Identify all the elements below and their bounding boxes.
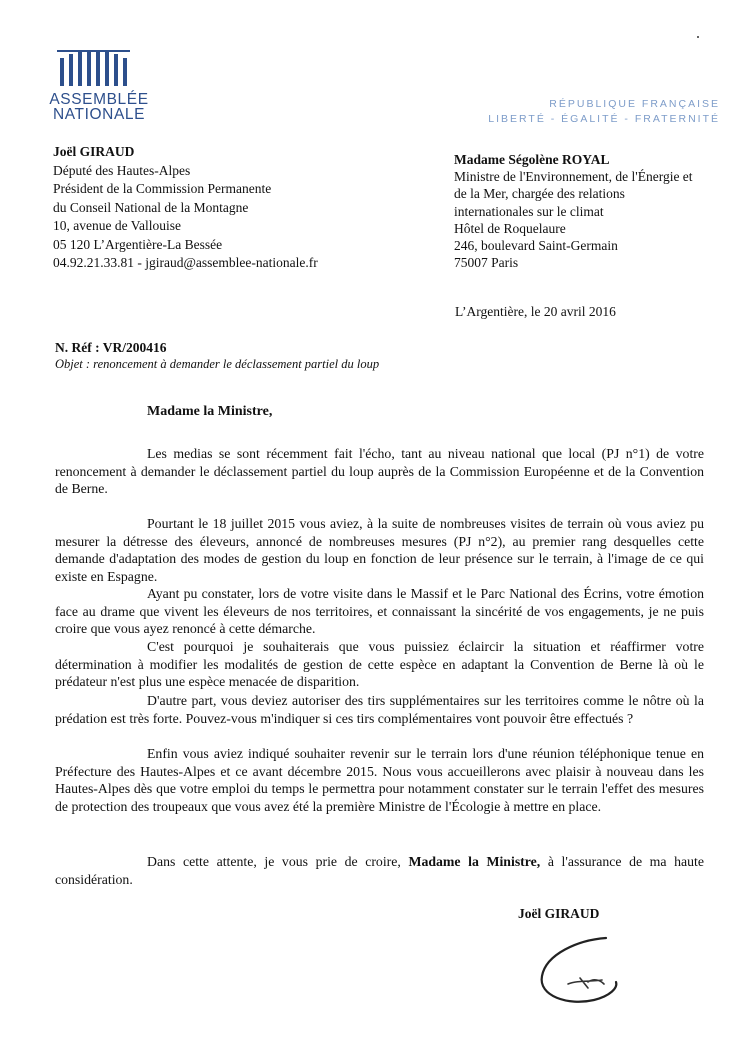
body-paragraph: Ayant pu constater, lors de votre visite dans le Massif et le Parc National des Écrins, votre émotion face au drame que vivent les éleveurs de nos territoires, et connaissant la sincérité de vos engagements, je ne puis croire que vous ayez renoncé à cette démarche.: [55, 586, 704, 636]
recipient-block: [454, 151, 744, 271]
sender-line: du Conseil National de la Montagne: [53, 199, 249, 215]
closing-paragraph: [55, 853, 704, 888]
devise-label: LIBERTÉ - ÉGALITÉ - FRATERNITÉ: [488, 113, 720, 125]
recipient-line: 246, boulevard Saint-Germain: [454, 238, 618, 254]
sender-name: Joël GIRAUD: [53, 144, 135, 159]
recipient-line: Hôtel de Roquelaure: [454, 220, 566, 236]
body-paragraph: Les medias se sont récemment fait l'écho, tant au niveau national que local (PJ n°1) de votre renoncement à demander le déclassement partiel du loup auprès de la Commission Européenne et de la Convention de Berne.: [55, 446, 704, 496]
closing-text-before: Dans cette attente, je vous prie de croire,: [147, 854, 401, 869]
sender-line: 04.92.21.33.81 - jgiraud@assemblee-nationale.fr: [53, 255, 318, 270]
sender-line: Député des Hautes-Alpes: [53, 162, 191, 178]
recipient-line: 75007 Paris: [454, 255, 519, 271]
recipient-name: Madame Ségolène ROYAL: [454, 152, 610, 167]
recipient-line: internationales sur le climat: [454, 203, 604, 219]
sender-line: Président de la Commission Permanente: [53, 181, 272, 196]
recipient-line: Ministre de l'Environnement, de l'Énergie et: [454, 169, 693, 185]
letter-subject: Objet : renoncement à demander le déclassement partiel du loup: [55, 357, 380, 371]
letter-date: L’Argentière, le 20 avril 2016: [455, 304, 616, 319]
sender-block: [53, 143, 318, 273]
closing-text-after: à l'assurance de ma haute considération.: [55, 854, 705, 887]
body-paragraph: Pourtant le 18 juillet 2015 vous aviez, à la suite de nombreuses visites de terrain où vous aviez pu mesurer la détresse des éleveurs, annoncé de nombreuses mesures (PJ n°2), au premier rang desquelles cette demande d'adaptation des modes de gestion du loup en fonction de leur présence sur le terrain, à l'image de ce qui existe en Espagne.: [55, 516, 704, 584]
sender-line: 10, avenue de Vallouise: [53, 218, 181, 233]
body-paragraph: D'autre part, vous deviez autoriser des tirs supplémentaires sur les territoires comme le nôtre où la prédation est très forte. Pouvez-vous m'indiquer si ces tirs complémentaires vont pouvoir être effectués ?: [55, 693, 704, 726]
reference-number: N. Réf : VR/200416: [55, 340, 167, 355]
body-paragraph: Enfin vous aviez indiqué souhaiter revenir sur le terrain lors d'une réunion téléphonique tenue en Préfecture des Hautes-Alpes et ce avant décembre 2015. Nous vous accueillerons avec plaisir à nouveau dans les Hautes-Alpes dès que votre emploi du temps le permettra pour notamment constater sur le terrain l'effet des mesures de protection des troupeaux que vous avez été la première Ministre de l'Écologie à mettre en place.: [55, 746, 704, 814]
scan-mark: [697, 36, 699, 38]
logo-line-2: NATIONALE: [52, 106, 146, 123]
logo-line-1: ASSEMBLÉE: [49, 91, 149, 108]
signature-name: Joël GIRAUD: [518, 906, 600, 921]
body-paragraph: C'est pourquoi je souhaiterais que vous puissiez éclaircir la situation et réaffirmer votre détermination à modifier les modalités de gestion de cette espèce en adaptant la Convention de Berne là où le prédateur n'est plus une espèce menacée de disparition.: [55, 639, 704, 689]
republique-label: RÉPUBLIQUE FRANÇAISE: [549, 98, 720, 110]
closing-emphasis: Madame la Ministre,: [408, 854, 541, 869]
logo-text: [44, 92, 154, 122]
recipient-line: de la Mer, chargée des relations: [454, 186, 625, 202]
sender-line: 05 120 L’Argentière-La Bessée: [53, 236, 223, 252]
reference-block: [55, 339, 379, 373]
salutation: Madame la Ministre,: [147, 404, 273, 419]
assemblee-nationale-logo-icon: [52, 40, 138, 94]
republique-header: [488, 97, 720, 127]
handwritten-signature: [528, 932, 658, 1012]
